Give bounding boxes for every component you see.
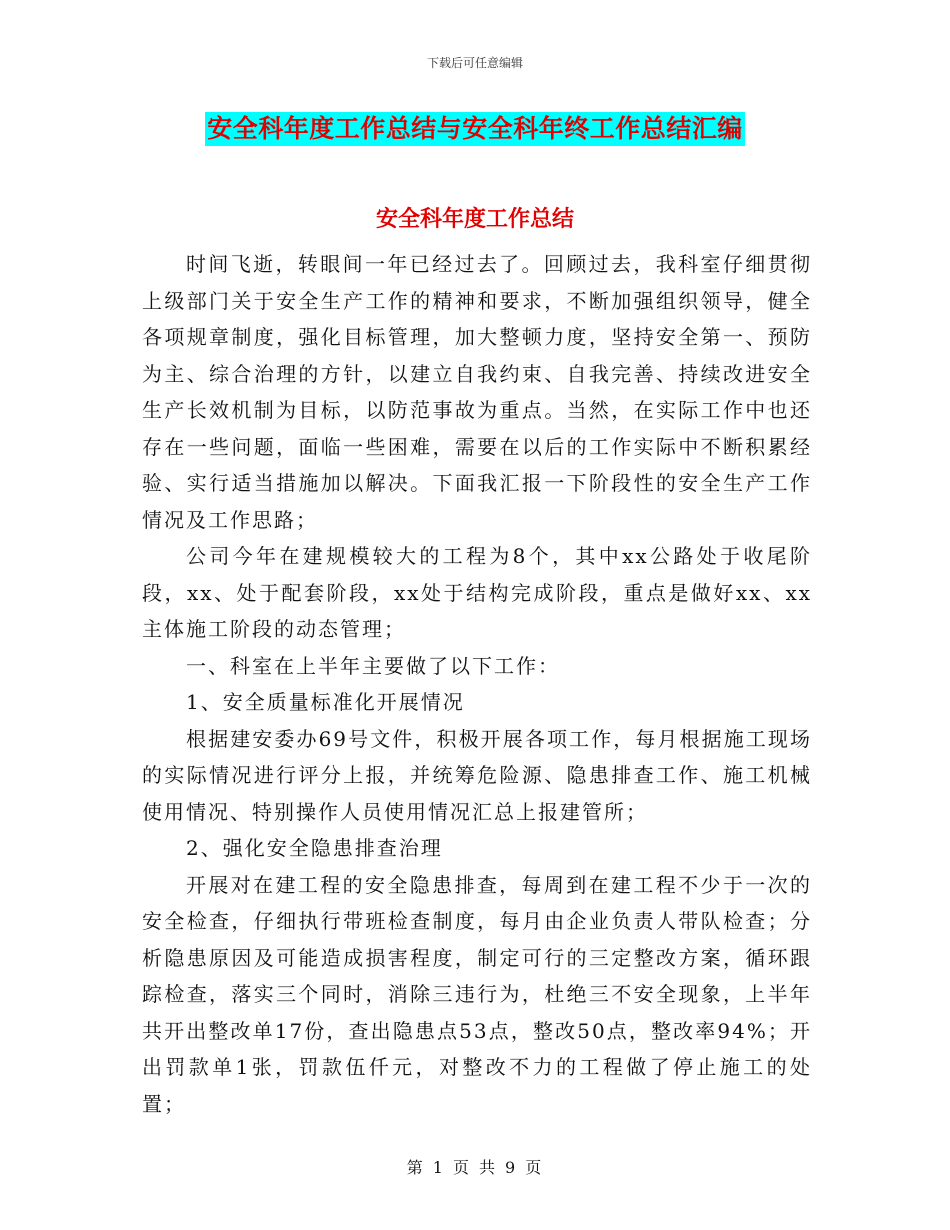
paragraph: 根据建安委办69号文件，积极开展各项工作，每月根据施工现场的实际情况进行评分上报，并统筹危险源、隐患排查工作、施工机械使用情况、特别操作人员使用情况汇总上报建管所； bbox=[142, 726, 812, 824]
section-title: 安全科年度工作总结 bbox=[375, 206, 574, 232]
footer-total-pages: 9 bbox=[505, 1158, 518, 1177]
paragraph: 1、安全质量标准化开展情况 bbox=[186, 690, 465, 714]
document-title: 安全科年度工作总结与安全科年终工作总结汇编 bbox=[205, 112, 745, 146]
footer-total-unit: 页 bbox=[525, 1158, 544, 1177]
footer-page-unit: 页 bbox=[452, 1158, 471, 1177]
paragraph: 时间飞逝，转眼间一年已经过去了。回顾过去，我科室仔细贯彻上级部门关于安全生产工作的精神和要求，不断加强组织领导，健全各项规章制度，强化目标管理，加大整顿力度，坚持安全第一、预防为主、综合治理的方针，以建立自我约束、自我完善、持续改进安全生产长效机制为目标，以防范事故为重点。当然，在实际工作中也还存在一些问题，面临一些困难，需要在以后的工作实际中不断积累经验、实行适当措施加以解决。下面我汇报一下阶段性的安全生产工作情况及工作思路； bbox=[142, 252, 812, 532]
paragraph: 公司今年在建规模较大的工程为8个，其中xx公路处于收尾阶段，xx、处于配套阶段，xx处于结构完成阶段，重点是做好xx、xx主体施工阶段的动态管理； bbox=[142, 544, 812, 641]
document-body bbox=[142, 246, 812, 1122]
paragraph: 开展对在建工程的安全隐患排查，每周到在建工程不少于一次的安全检查，仔细执行带班检查制度，每月由企业负责人带队检查；分析隐患原因及可能造成损害程度，制定可行的三定整改方案，循环跟踪检查，落实三个同时，消除三违行为，杜绝三不安全现象，上半年共开出整改单17份，查出隐患点53点，整改50点，整改率94%；开出罚款单1张，罚款伍仟元，对整改不力的工程做了停止施工的处置； bbox=[142, 872, 812, 1116]
footer-page-number: 1 bbox=[432, 1158, 445, 1177]
header-note: 下载后可任意编辑 bbox=[426, 56, 523, 70]
paragraph: 2、强化安全隐患排查治理 bbox=[186, 836, 443, 860]
footer-total-prefix: 共 bbox=[479, 1158, 498, 1177]
paragraph: 一、科室在上半年主要做了以下工作： bbox=[186, 653, 560, 678]
footer-prefix: 第 bbox=[406, 1158, 425, 1177]
page-footer bbox=[0, 1155, 950, 1178]
doc-title-wrap bbox=[0, 112, 950, 146]
